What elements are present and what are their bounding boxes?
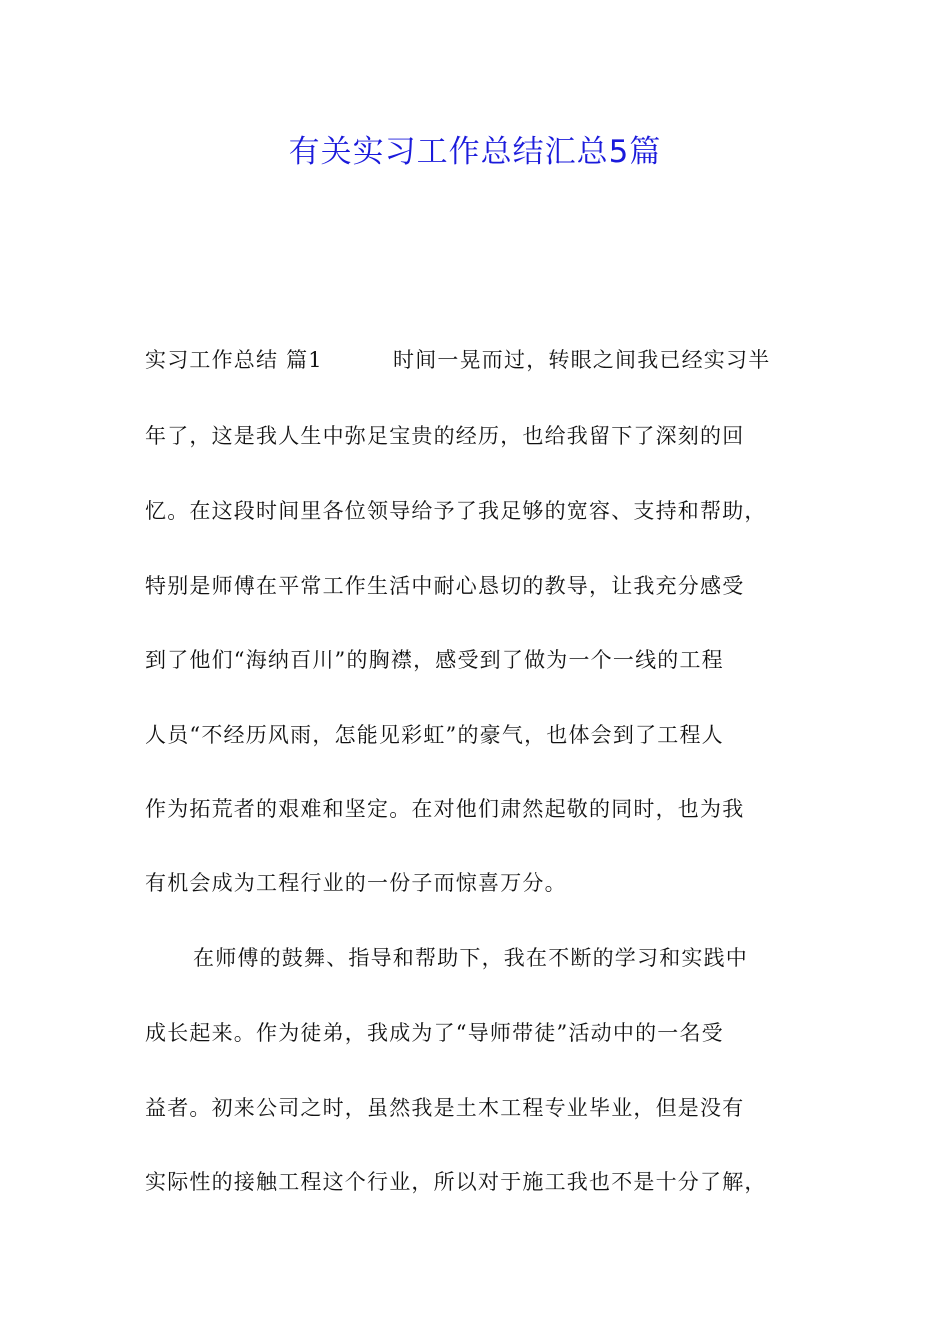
paragraph-line-1 [145,345,825,375]
paragraph-line-9: 在师傅的鼓舞、指导和帮助下，我在不断的学习和实践中 [193,946,748,970]
paragraph-line-11: 益者。初来公司之时，虽然我是土木工程专业毕业，但是没有 [145,1096,745,1120]
paragraph-line-10: 成长起来。作为徒弟，我成为了“导师带徒”活动中的一名受 [145,1021,724,1045]
paragraph-line-12: 实际性的接触工程这个行业，所以对于施工我也不是十分了解， [145,1170,767,1194]
paragraph-line-3: 忆。在这段时间里各位领导给予了我足够的宽容、支持和帮助， [145,499,767,523]
paragraph-line-7: 作为拓荒者的艰难和坚定。在对他们肃然起敬的同时，也为我 [145,797,745,821]
paragraph-line-6: 人员“不经历风雨，怎能见彩虹”的豪气，也体会到了工程人 [145,723,724,747]
paragraph-line-5: 到了他们“海纳百川”的胸襟，感受到了做为一个一线的工程 [145,648,724,672]
paragraph-line-2: 年了，这是我人生中弥足宝贵的经历，也给我留下了深刻的回 [145,424,745,448]
paragraph-line-8: 有机会成为工程行业的一份子而惊喜万分。 [145,871,567,895]
paragraph-line-4: 特别是师傅在平常工作生活中耐心恳切的教导，让我充分感受 [145,574,745,598]
section-label: 实习工作总结 篇1 [145,348,323,372]
line-text: 时间一晃而过，转眼之间我已经实习半 [393,348,771,372]
document-title: 有关实习工作总结汇总5篇 [288,134,662,170]
